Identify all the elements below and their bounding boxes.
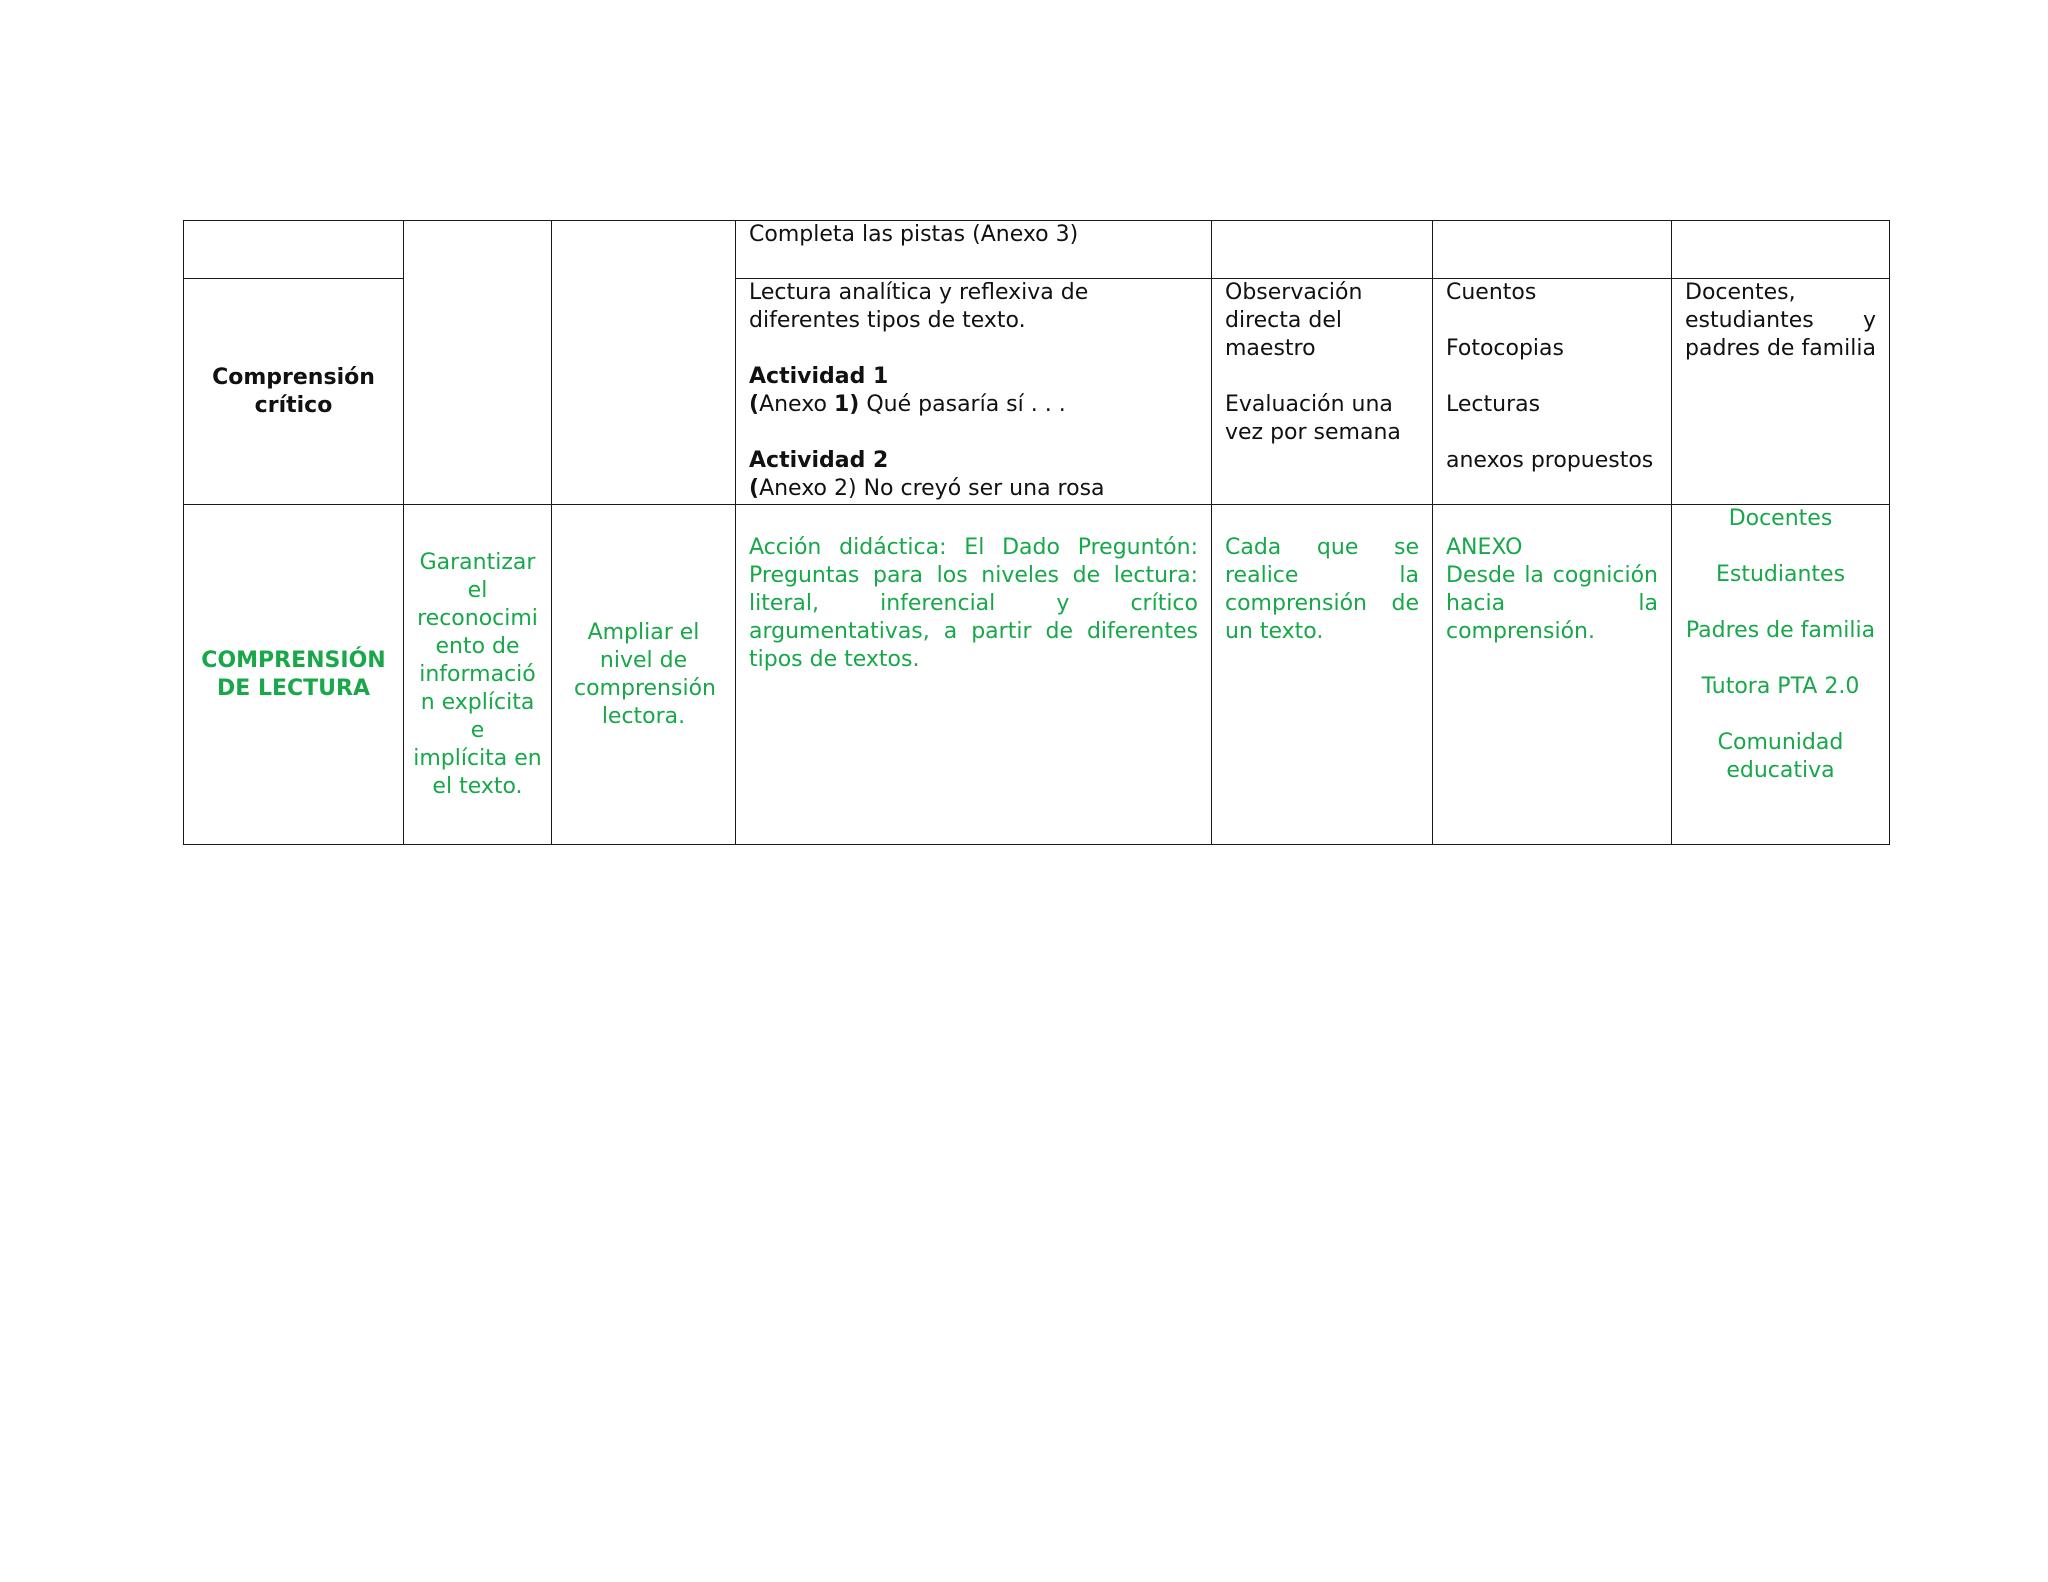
strategy-text: Acción didáctica: El Dado Preguntón: Preguntas para los niveles de lectura: literal, inferencial y crítico argumentativas, a partir de diferentes tipos de textos. xyxy=(749,535,1198,672)
responsible-item: Estudiantes xyxy=(1715,562,1846,587)
table-row xyxy=(184,221,1890,279)
empty-cell xyxy=(1212,221,1433,279)
empty-cell xyxy=(1672,221,1890,279)
activity-title: Actividad 1 xyxy=(749,364,889,389)
evaluation-text: Cada que se realice la comprensión de un texto. xyxy=(1225,535,1419,644)
empty-cell xyxy=(184,221,404,279)
table-row xyxy=(184,505,1890,845)
objective-cell xyxy=(552,505,736,845)
empty-cell xyxy=(552,221,736,505)
goal-cell xyxy=(404,505,552,845)
resource-item: anexos propuestos xyxy=(1446,448,1654,473)
objective-text: Ampliar el nivel de comprensión lectora. xyxy=(574,619,716,729)
resource-item: Lecturas xyxy=(1446,392,1541,417)
responsible-cell xyxy=(1672,279,1890,505)
goal-line: informació xyxy=(419,661,536,687)
goal-line: el xyxy=(467,577,488,603)
responsible-item: Comunidad educativa xyxy=(1717,730,1844,783)
evaluation-text: Observación directa del maestro xyxy=(1225,280,1363,361)
component-cell xyxy=(184,279,404,505)
component-label: Comprensión crítico xyxy=(212,364,375,418)
goal-line: ento de xyxy=(435,633,520,659)
strategy-text: Completa las pistas (Anexo 3) xyxy=(749,222,1079,247)
activity-description: (Anexo 1) Qué pasaría sí . . . xyxy=(749,392,1066,417)
resource-title: ANEXO xyxy=(1446,535,1523,560)
goal-line: n explícita xyxy=(420,689,535,715)
goal-line: implícita en xyxy=(413,745,542,771)
responsible-text: Docentes, xyxy=(1685,280,1796,305)
responsible-item: Tutora PTA 2.0 xyxy=(1701,674,1860,699)
strategy-cell xyxy=(736,279,1212,505)
resource-item: Fotocopias xyxy=(1446,336,1564,361)
resource-item: Cuentos xyxy=(1446,280,1537,305)
evaluation-cell xyxy=(1212,279,1433,505)
evaluation-text: Evaluación una vez por semana xyxy=(1225,392,1401,445)
responsible-item: Docentes xyxy=(1728,506,1833,531)
resources-cell xyxy=(1433,505,1672,845)
activity-description: (Anexo 2) No creyó ser una rosa xyxy=(749,476,1105,501)
plan-table xyxy=(183,220,1890,845)
responsible-item: Padres de familia xyxy=(1685,618,1876,643)
component-cell xyxy=(184,505,404,845)
empty-cell xyxy=(404,221,552,505)
responsible-text: padres de familia xyxy=(1685,336,1876,361)
goal-line: Garantizar xyxy=(419,549,536,575)
strategy-cell xyxy=(736,505,1212,845)
responsible-cell xyxy=(1672,505,1890,845)
responsible-text: estudiantes y xyxy=(1685,308,1876,333)
strategy-intro: Lectura analítica y reflexiva de diferentes tipos de texto. xyxy=(749,280,1089,333)
component-label: COMPRENSIÓN DE LECTURA xyxy=(201,647,386,701)
goal-line: e xyxy=(470,717,485,743)
resource-item: Desde la cognición hacia la comprensión. xyxy=(1446,563,1658,644)
evaluation-cell xyxy=(1212,505,1433,845)
activity-title: Actividad 2 xyxy=(749,448,889,473)
empty-cell xyxy=(1433,221,1672,279)
goal-line: el texto. xyxy=(432,773,523,799)
goal-line: reconocimi xyxy=(417,605,538,631)
resources-cell xyxy=(1433,279,1672,505)
strategy-cell xyxy=(736,221,1212,279)
